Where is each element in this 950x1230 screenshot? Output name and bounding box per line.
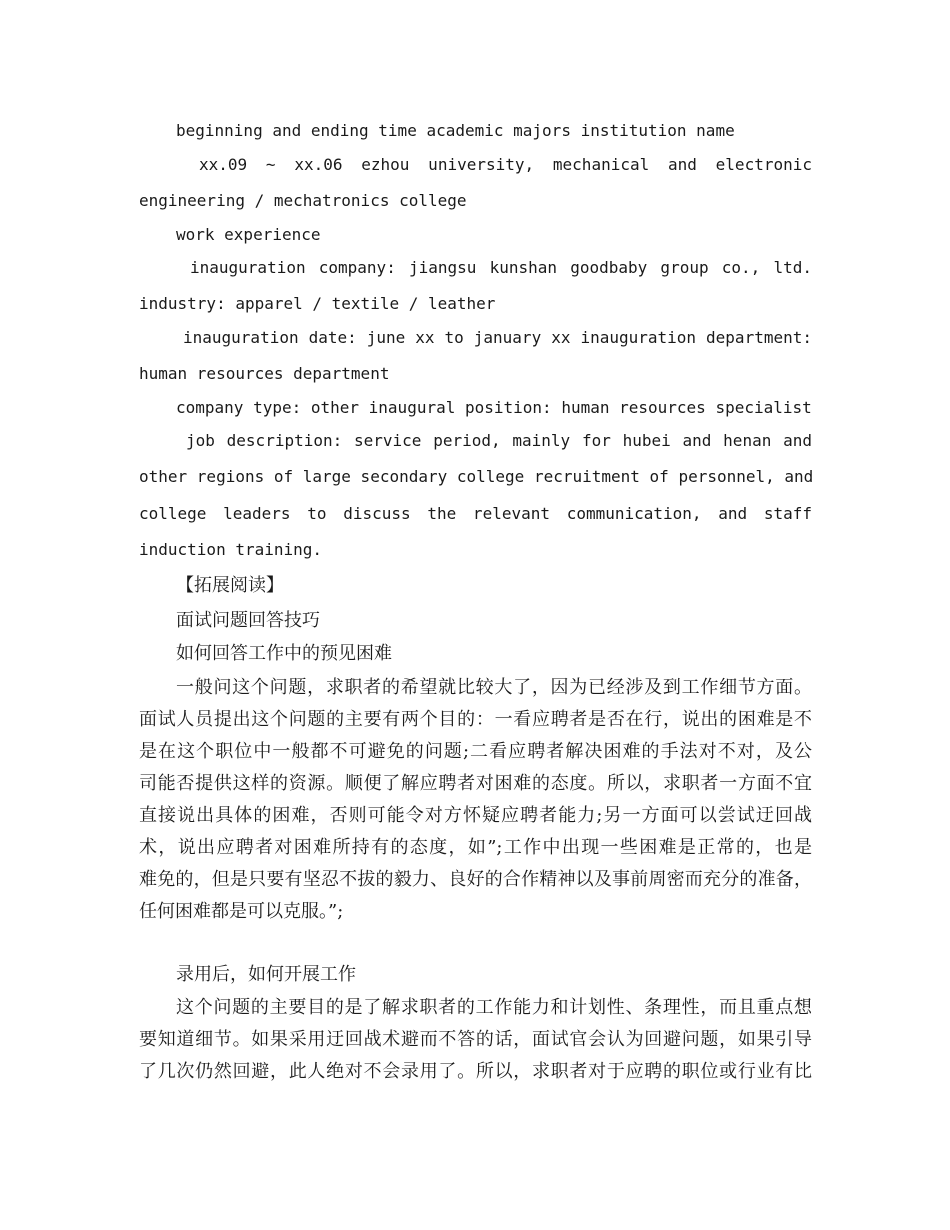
subsection-heading: 录用后，如何开展工作 (176, 964, 356, 985)
paragraph-line: 面试人员提出这个问题的主要有两个目的：一看应聘者是否在行，说出的困难是不 (139, 709, 812, 730)
paragraph-line: 难免的，但是只要有坚忍不拔的毅力、良好的合作精神以及事前周密而充分的准备， (139, 869, 812, 890)
subsection-heading: 如何回答工作中的预见困难 (176, 643, 392, 664)
education-entry: xx.09 ~ xx.06 ezhou university, mechanical and electronic (199, 155, 812, 174)
work-experience-heading: work experience (176, 225, 321, 244)
extended-reading-heading: 【拓展阅读】 (176, 575, 284, 596)
job-description-line: college leaders to discuss the relevant communication, and staff (139, 504, 812, 523)
education-entry-cont: engineering / mechatronics college (139, 191, 467, 210)
company-line: inauguration company: jiangsu kunshan goodbaby group co., ltd. (190, 258, 812, 277)
paragraph-line: 一般问这个问题，求职者的希望就比较大了，因为已经涉及到工作细节方面。 (176, 677, 812, 698)
company-type-line: company type: other inaugural position: human resources specialist (176, 398, 812, 417)
education-header: beginning and ending time academic majors institution name (176, 121, 735, 140)
paragraph-line: 任何困难都是可以克服。”; (139, 901, 344, 922)
date-line: inauguration date: june xx to january xx inauguration department: (183, 328, 812, 347)
section-heading: 面试问题回答技巧 (176, 610, 320, 631)
paragraph-line: 了几次仍然回避，此人绝对不会录用了。所以，求职者对于应聘的职位或行业有比 (139, 1061, 812, 1082)
paragraph-line: 司能否提供这样的资源。顺便了解应聘者对困难的态度。所以，求职者一方面不宜 (139, 773, 812, 794)
paragraph-line: 是在这个职位中一般都不可避免的问题;二看应聘者解决困难的手法对不对，及公 (139, 741, 812, 762)
job-description-line: job description: service period, mainly for hubei and henan and (186, 431, 812, 450)
department-line: human resources department (139, 364, 390, 383)
job-description-line: other regions of large secondary college recruitment of personnel, and (139, 467, 814, 486)
job-description-line: induction training. (139, 540, 323, 559)
industry-line: industry: apparel / textile / leather (139, 294, 496, 313)
paragraph-line: 术，说出应聘者对困难所持有的态度，如”;工作中出现一些困难是正常的，也是 (139, 837, 812, 858)
paragraph-line: 要知道细节。如果采用迂回战术避而不答的话，面试官会认为回避问题，如果引导 (139, 1029, 812, 1050)
paragraph-line: 直接说出具体的困难，否则可能令对方怀疑应聘者能力;另一方面可以尝试迂回战 (139, 805, 812, 826)
paragraph-line: 这个问题的主要目的是了解求职者的工作能力和计划性、条理性，而且重点想 (176, 997, 812, 1018)
